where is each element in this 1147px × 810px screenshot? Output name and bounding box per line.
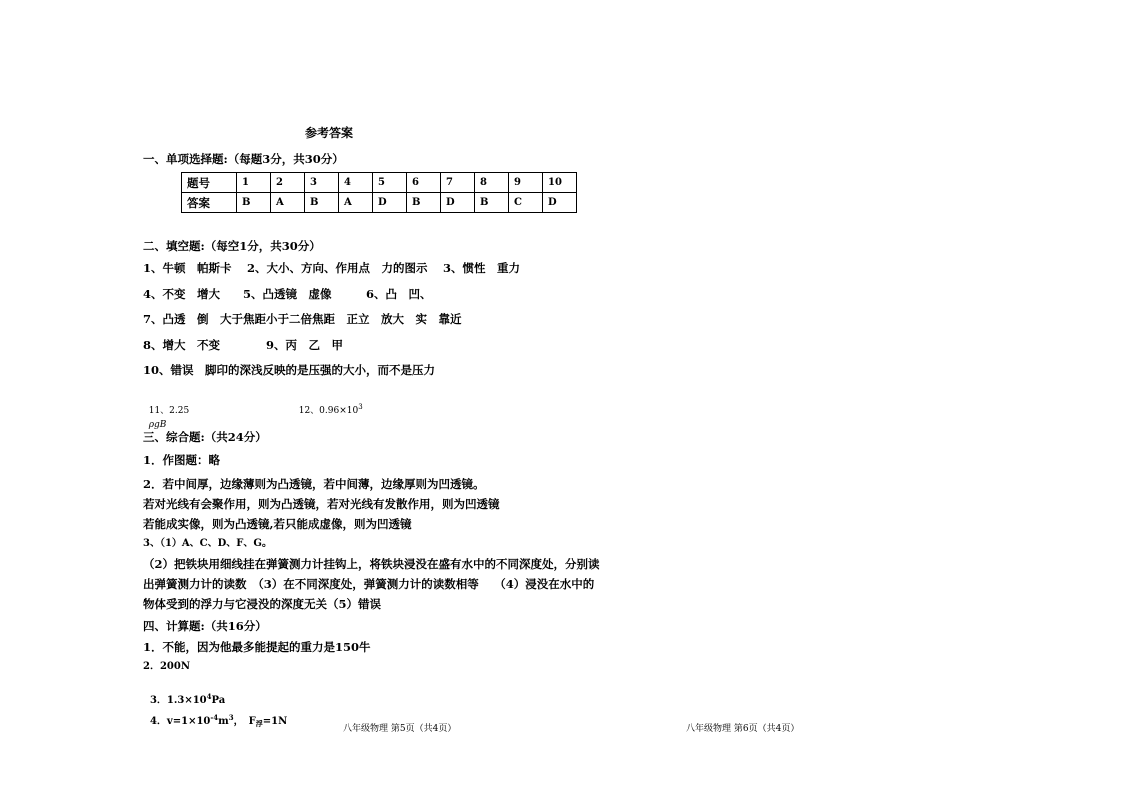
calc-4-force-subscript: 浮 xyxy=(255,719,263,728)
synthesis-answer-line: （2）把铁块用细线挂在弹簧测力计挂钩上，将铁块浸没在盛有水中的不同深度处，分别读 xyxy=(143,557,600,571)
answer-11-text: 11、2.25 xyxy=(148,406,190,416)
answer-12-exponent: 3 xyxy=(358,403,363,411)
table-cell: 8 xyxy=(475,173,509,193)
calc-4-unit-exponent: 3 xyxy=(228,713,234,722)
table-cell: A xyxy=(271,193,305,213)
row-header-number: 题号 xyxy=(182,173,237,193)
table-cell: 5 xyxy=(373,173,407,193)
row-header-answer: 答案 xyxy=(182,193,237,213)
section1-heading: 一、单项选择题:（每题3分，共30分） xyxy=(143,152,344,166)
synthesis-answer-line: 若能成实像，则为凸透镜,若只能成虚像，则为凹透镜 xyxy=(143,517,412,531)
calc-3-exponent: 4 xyxy=(206,692,212,701)
footer-right: 八年级物理 第6页（共4页） xyxy=(686,724,800,734)
table-cell: 9 xyxy=(509,173,543,193)
calc-4-unit: m xyxy=(218,716,229,727)
table-cell: D xyxy=(543,193,577,213)
calc-answer-line: 2．200N xyxy=(143,661,190,672)
answer-table xyxy=(181,172,577,213)
page-title: 参考答案 xyxy=(305,126,354,140)
fill-answer-line: 10、错误 脚印的深浅反映的是压强的大小，而不是压力 xyxy=(143,363,436,377)
footer-left: 八年级物理 第5页（共4页） xyxy=(343,724,457,734)
calc-3-unit: Pa xyxy=(211,695,226,706)
calc-4-force-value: =1N xyxy=(262,716,288,727)
table-row-answers xyxy=(182,193,577,213)
table-cell: B xyxy=(305,193,339,213)
table-cell: 10 xyxy=(543,173,577,193)
table-cell: D xyxy=(373,193,407,213)
table-cell: C xyxy=(509,193,543,213)
synthesis-answer-line: 若对光线有会聚作用，则为凸透镜，若对光线有发散作用，则为凹透镜 xyxy=(143,497,500,511)
synthesis-answer-line: 3、（1）A、C、D、F、G。 xyxy=(143,538,272,549)
table-cell: 7 xyxy=(441,173,475,193)
table-cell: A xyxy=(339,193,373,213)
table-cell: B xyxy=(407,193,441,213)
fill-answer-line-12 xyxy=(293,390,363,418)
calc-4-text: 4．v=1×10 xyxy=(149,716,211,727)
calc-4-exponent: -4 xyxy=(210,713,219,722)
fill-answer-line: 8、增大 不变 9、丙 乙 甲 xyxy=(143,338,344,352)
calc-answer-line-4 xyxy=(143,701,287,729)
synthesis-answer-line: 物体受到的浮力与它浸没的深度无关（5）错误 xyxy=(143,597,381,611)
table-cell: 2 xyxy=(271,173,305,193)
calc-3-text: 3．1.3×10 xyxy=(149,695,207,706)
table-row-numbers xyxy=(182,173,577,193)
synthesis-answer-line: 2．若中间厚，边缘薄则为凸透镜，若中间薄，边缘厚则为凹透镜。 xyxy=(143,477,485,491)
fill-answer-line: 4、不变 增大 5、凸透镜 虚像 6、凸 凹、 xyxy=(143,287,432,301)
fill-answer-line: 7、凸透 倒 大于焦距小于二倍焦距 正立 放大 实 靠近 xyxy=(143,312,462,326)
calc-4-force: ， F xyxy=(233,716,256,727)
answer-12-text: 12、0.96×10 xyxy=(298,406,359,416)
answer-11-variable: ρgB xyxy=(148,420,167,430)
table-cell: 4 xyxy=(339,173,373,193)
table-cell: 3 xyxy=(305,173,339,193)
fill-answer-line: 1、牛顿 帕斯卡 2、大小、方向、作用点 力的图示 3、惯性 重力 xyxy=(143,261,521,275)
section2-heading: 二、填空题:（每空1分，共30分） xyxy=(143,239,321,253)
section3-heading: 三、综合题:（共24分） xyxy=(143,430,267,444)
synthesis-answer-line: 出弹簧测力计的读数 （3）在不同深度处，弹簧测力计的读数相等 （4）浸没在水中的 xyxy=(143,577,595,591)
calc-answer-line: 1．不能，因为他最多能提起的重力是150牛 xyxy=(143,640,371,654)
synthesis-answer-line: 1．作图题：略 xyxy=(143,453,221,467)
table-cell: B xyxy=(475,193,509,213)
table-cell: B xyxy=(237,193,271,213)
table-cell: 6 xyxy=(407,173,441,193)
table-cell: D xyxy=(441,193,475,213)
section4-heading: 四、计算题:（共16分） xyxy=(143,619,267,633)
fill-answer-line-11 xyxy=(143,390,189,432)
table-cell: 1 xyxy=(237,173,271,193)
